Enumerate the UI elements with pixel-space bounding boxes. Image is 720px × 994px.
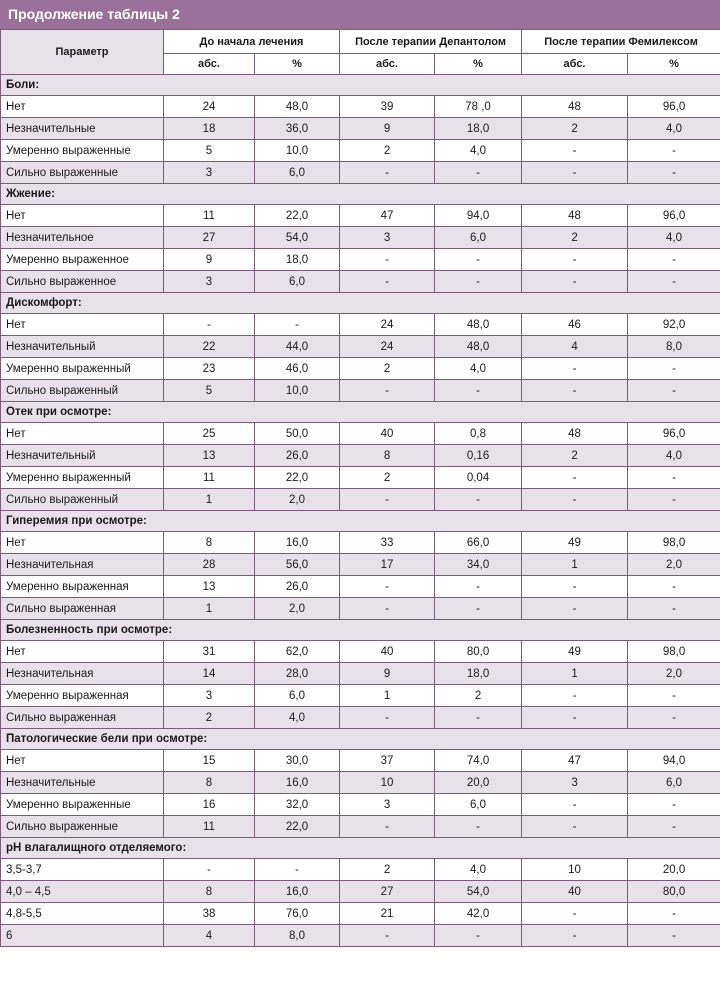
femilex-pct-cell: 2,0	[628, 554, 720, 576]
femilex-pct-cell: -	[628, 249, 720, 271]
femilex-pct-cell: -	[628, 925, 720, 947]
depantol-pct-cell: 6,0	[435, 794, 522, 816]
param-cell: Незначительные	[1, 772, 164, 794]
before-abs-cell: 16	[164, 794, 255, 816]
param-cell: Нет	[1, 641, 164, 663]
table-row	[1, 336, 720, 358]
table-row	[1, 663, 720, 685]
depantol-abs-cell: 2	[340, 467, 435, 489]
femilex-pct-cell: 98,0	[628, 641, 720, 663]
femilex-pct-cell: 98,0	[628, 532, 720, 554]
femilex-pct-cell: -	[628, 271, 720, 293]
table-row	[1, 140, 720, 162]
before-pct-cell: 6,0	[255, 685, 340, 707]
param-cell: Умеренно выраженные	[1, 140, 164, 162]
before-pct-cell: 18,0	[255, 249, 340, 271]
depantol-abs-cell: 3	[340, 227, 435, 249]
section-row	[1, 838, 720, 859]
depantol-abs-cell: 2	[340, 859, 435, 881]
table-row	[1, 685, 720, 707]
femilex-abs-cell: 48	[522, 96, 628, 118]
depantol-pct-cell: 48,0	[435, 314, 522, 336]
abs-header: абс.	[164, 54, 255, 75]
before-pct-cell: 10,0	[255, 380, 340, 402]
before-abs-cell: 3	[164, 162, 255, 184]
depantol-abs-cell: 21	[340, 903, 435, 925]
depantol-pct-cell: 42,0	[435, 903, 522, 925]
section-title: Отек при осмотре:	[1, 402, 720, 423]
femilex-pct-cell: 92,0	[628, 314, 720, 336]
before-abs-cell: 13	[164, 445, 255, 467]
depantol-abs-cell: 27	[340, 881, 435, 903]
table-row	[1, 554, 720, 576]
femilex-pct-cell: 4,0	[628, 227, 720, 249]
femilex-pct-cell: 80,0	[628, 881, 720, 903]
femilex-pct-cell: -	[628, 794, 720, 816]
table-caption: Продолжение таблицы 2	[0, 0, 720, 29]
table-row	[1, 598, 720, 620]
param-cell: Незначительный	[1, 336, 164, 358]
femilex-pct-cell: -	[628, 903, 720, 925]
femilex-abs-cell: -	[522, 925, 628, 947]
femilex-abs-cell: 2	[522, 227, 628, 249]
femilex-pct-cell: -	[628, 140, 720, 162]
before-abs-cell: 11	[164, 467, 255, 489]
femilex-abs-cell: 49	[522, 532, 628, 554]
before-pct-cell: 22,0	[255, 467, 340, 489]
table-row	[1, 772, 720, 794]
param-cell: Нет	[1, 532, 164, 554]
before-pct-cell: -	[255, 314, 340, 336]
depantol-pct-cell: 0,16	[435, 445, 522, 467]
femilex-abs-cell: -	[522, 707, 628, 729]
before-abs-cell: 2	[164, 707, 255, 729]
depantol-pct-cell: 78 ,0	[435, 96, 522, 118]
depantol-pct-cell: 0,8	[435, 423, 522, 445]
section-title: Жжение:	[1, 184, 720, 205]
table-row	[1, 271, 720, 293]
abs-header: абс.	[522, 54, 628, 75]
before-abs-cell: -	[164, 314, 255, 336]
depantol-pct-cell: -	[435, 598, 522, 620]
param-cell: Сильно выраженный	[1, 380, 164, 402]
before-abs-cell: 14	[164, 663, 255, 685]
depantol-pct-cell: 94,0	[435, 205, 522, 227]
before-pct-cell: 6,0	[255, 162, 340, 184]
depantol-abs-cell: 8	[340, 445, 435, 467]
section-row	[1, 620, 720, 641]
depantol-abs-cell: -	[340, 816, 435, 838]
before-abs-cell: 5	[164, 380, 255, 402]
table-row	[1, 314, 720, 336]
femilex-pct-cell: -	[628, 576, 720, 598]
depantol-pct-cell: 48,0	[435, 336, 522, 358]
femilex-abs-cell: 48	[522, 423, 628, 445]
section-title: Болезненность при осмотре:	[1, 620, 720, 641]
table-row	[1, 249, 720, 271]
femilex-abs-cell: -	[522, 685, 628, 707]
femilex-abs-cell: 40	[522, 881, 628, 903]
femilex-pct-cell: -	[628, 489, 720, 511]
depantol-abs-cell: -	[340, 707, 435, 729]
before-abs-cell: 1	[164, 598, 255, 620]
section-row	[1, 511, 720, 532]
femilex-pct-cell: -	[628, 467, 720, 489]
before-abs-cell: 4	[164, 925, 255, 947]
depantol-abs-cell: 1	[340, 685, 435, 707]
before-abs-cell: 28	[164, 554, 255, 576]
param-cell: Умеренно выраженная	[1, 685, 164, 707]
depantol-abs-cell: 40	[340, 641, 435, 663]
before-abs-cell: 3	[164, 685, 255, 707]
param-cell: Сильно выраженные	[1, 162, 164, 184]
results-table	[0, 29, 720, 947]
param-cell: 4,8-5,5	[1, 903, 164, 925]
table-row	[1, 881, 720, 903]
param-cell: Умеренно выраженный	[1, 467, 164, 489]
femilex-pct-cell: 2,0	[628, 663, 720, 685]
depantol-pct-cell: -	[435, 380, 522, 402]
param-cell: Умеренно выраженная	[1, 576, 164, 598]
param-cell: Сильно выраженная	[1, 707, 164, 729]
param-cell: Сильно выраженные	[1, 816, 164, 838]
before-pct-cell: 48,0	[255, 96, 340, 118]
depantol-pct-cell: -	[435, 707, 522, 729]
table-row	[1, 816, 720, 838]
before-abs-cell: 8	[164, 881, 255, 903]
before-pct-cell: 6,0	[255, 271, 340, 293]
table-row	[1, 925, 720, 947]
before-pct-cell: 36,0	[255, 118, 340, 140]
depantol-abs-cell: 9	[340, 118, 435, 140]
depantol-abs-cell: 2	[340, 358, 435, 380]
section-title: рН влагалищного отделяемого:	[1, 838, 720, 859]
femilex-abs-cell: -	[522, 598, 628, 620]
param-cell: Незначительное	[1, 227, 164, 249]
before-abs-cell: 25	[164, 423, 255, 445]
depantol-abs-cell: -	[340, 925, 435, 947]
table-row	[1, 794, 720, 816]
abs-header: абс.	[340, 54, 435, 75]
femilex-pct-cell: -	[628, 358, 720, 380]
femilex-abs-cell: 3	[522, 772, 628, 794]
depantol-abs-cell: -	[340, 162, 435, 184]
param-cell: 6	[1, 925, 164, 947]
femilex-abs-cell: 47	[522, 750, 628, 772]
femilex-abs-cell: -	[522, 467, 628, 489]
femilex-pct-cell: 4,0	[628, 118, 720, 140]
table-row	[1, 707, 720, 729]
param-cell: Незначительная	[1, 554, 164, 576]
param-cell: Нет	[1, 96, 164, 118]
table-row	[1, 576, 720, 598]
table-row	[1, 423, 720, 445]
param-cell: Нет	[1, 314, 164, 336]
table-row	[1, 205, 720, 227]
femilex-abs-cell: -	[522, 489, 628, 511]
femilex-pct-cell: 96,0	[628, 205, 720, 227]
depantol-pct-cell: 6,0	[435, 227, 522, 249]
depantol-abs-cell: 33	[340, 532, 435, 554]
femilex-pct-cell: 96,0	[628, 96, 720, 118]
depantol-pct-cell: 4,0	[435, 859, 522, 881]
before-pct-cell: 76,0	[255, 903, 340, 925]
param-cell: Незначительная	[1, 663, 164, 685]
femilex-pct-cell: 96,0	[628, 423, 720, 445]
femilex-pct-cell: 20,0	[628, 859, 720, 881]
table-row	[1, 96, 720, 118]
depantol-pct-cell: 18,0	[435, 663, 522, 685]
before-pct-cell: 62,0	[255, 641, 340, 663]
femilex-abs-cell: 1	[522, 663, 628, 685]
depantol-pct-cell: -	[435, 925, 522, 947]
femilex-abs-cell: 2	[522, 118, 628, 140]
femilex-pct-cell: 4,0	[628, 445, 720, 467]
before-abs-cell: 23	[164, 358, 255, 380]
femilex-pct-cell: -	[628, 685, 720, 707]
depantol-pct-cell: -	[435, 249, 522, 271]
table-row	[1, 532, 720, 554]
femilex-abs-cell: -	[522, 140, 628, 162]
section-row	[1, 729, 720, 750]
femilex-abs-cell: -	[522, 380, 628, 402]
section-row	[1, 402, 720, 423]
before-abs-cell: 3	[164, 271, 255, 293]
depantol-pct-cell: 18,0	[435, 118, 522, 140]
depantol-pct-cell: 20,0	[435, 772, 522, 794]
depantol-abs-cell: 9	[340, 663, 435, 685]
before-abs-cell: 8	[164, 772, 255, 794]
depantol-pct-cell: -	[435, 271, 522, 293]
depantol-pct-cell: 4,0	[435, 140, 522, 162]
param-cell: Незначительный	[1, 445, 164, 467]
depantol-abs-cell: 40	[340, 423, 435, 445]
before-abs-cell: 22	[164, 336, 255, 358]
femilex-pct-cell: -	[628, 598, 720, 620]
depantol-abs-cell: -	[340, 489, 435, 511]
param-cell: 4,0 – 4,5	[1, 881, 164, 903]
depantol-pct-cell: 0,04	[435, 467, 522, 489]
table-row	[1, 489, 720, 511]
param-cell: 3,5-3,7	[1, 859, 164, 881]
section-title: Дискомфорт:	[1, 293, 720, 314]
femilex-abs-cell: 49	[522, 641, 628, 663]
section-title: Патологические бели при осмотре:	[1, 729, 720, 750]
pct-header: %	[435, 54, 522, 75]
depantol-abs-cell: -	[340, 380, 435, 402]
before-pct-cell: 22,0	[255, 816, 340, 838]
femilex-pct-cell: -	[628, 380, 720, 402]
depantol-pct-cell: 4,0	[435, 358, 522, 380]
before-pct-cell: 10,0	[255, 140, 340, 162]
depantol-abs-cell: 37	[340, 750, 435, 772]
param-header: Параметр	[1, 30, 164, 75]
table-row	[1, 380, 720, 402]
depantol-abs-cell: 24	[340, 336, 435, 358]
depantol-abs-cell: -	[340, 271, 435, 293]
femilex-pct-cell: 8,0	[628, 336, 720, 358]
before-pct-cell: 56,0	[255, 554, 340, 576]
femilex-pct-cell: -	[628, 707, 720, 729]
depantol-abs-cell: 24	[340, 314, 435, 336]
depantol-abs-cell: 47	[340, 205, 435, 227]
param-cell: Сильно выраженная	[1, 598, 164, 620]
before-pct-cell: 22,0	[255, 205, 340, 227]
depantol-pct-cell: 2	[435, 685, 522, 707]
femilex-pct-cell: -	[628, 816, 720, 838]
param-cell: Нет	[1, 205, 164, 227]
table-row	[1, 445, 720, 467]
femilex-abs-cell: -	[522, 816, 628, 838]
depantol-abs-cell: -	[340, 576, 435, 598]
depantol-pct-cell: -	[435, 576, 522, 598]
before-pct-cell: 30,0	[255, 750, 340, 772]
depantol-pct-cell: 54,0	[435, 881, 522, 903]
section-row	[1, 184, 720, 205]
femilex-abs-cell: -	[522, 162, 628, 184]
table-row	[1, 903, 720, 925]
depantol-abs-cell: 10	[340, 772, 435, 794]
table-row	[1, 641, 720, 663]
femilex-abs-cell: 4	[522, 336, 628, 358]
before-abs-cell: 11	[164, 816, 255, 838]
femilex-abs-cell: 10	[522, 859, 628, 881]
femilex-abs-cell: 1	[522, 554, 628, 576]
depantol-abs-cell: 17	[340, 554, 435, 576]
depantol-abs-cell: 39	[340, 96, 435, 118]
femilex-abs-cell: -	[522, 903, 628, 925]
depantol-abs-cell: 3	[340, 794, 435, 816]
before-pct-cell: 16,0	[255, 772, 340, 794]
femilex-abs-cell: -	[522, 576, 628, 598]
before-pct-cell: 54,0	[255, 227, 340, 249]
before-pct-cell: 16,0	[255, 532, 340, 554]
before-abs-cell: -	[164, 859, 255, 881]
section-row	[1, 75, 720, 96]
table-row	[1, 750, 720, 772]
section-title: Боли:	[1, 75, 720, 96]
before-abs-cell: 27	[164, 227, 255, 249]
section-title: Гиперемия при осмотре:	[1, 511, 720, 532]
table-row	[1, 118, 720, 140]
group-header-femilex: После терапии Фемилексом	[522, 30, 720, 54]
table-row	[1, 162, 720, 184]
before-pct-cell: 2,0	[255, 489, 340, 511]
param-cell: Незначительные	[1, 118, 164, 140]
before-pct-cell: 28,0	[255, 663, 340, 685]
before-abs-cell: 5	[164, 140, 255, 162]
femilex-abs-cell: -	[522, 271, 628, 293]
femilex-abs-cell: -	[522, 794, 628, 816]
before-abs-cell: 15	[164, 750, 255, 772]
depantol-pct-cell: 34,0	[435, 554, 522, 576]
before-abs-cell: 11	[164, 205, 255, 227]
femilex-abs-cell: 2	[522, 445, 628, 467]
section-row	[1, 293, 720, 314]
before-abs-cell: 38	[164, 903, 255, 925]
depantol-abs-cell: -	[340, 598, 435, 620]
param-cell: Умеренно выраженный	[1, 358, 164, 380]
depantol-pct-cell: 66,0	[435, 532, 522, 554]
femilex-abs-cell: -	[522, 249, 628, 271]
depantol-pct-cell: -	[435, 489, 522, 511]
before-abs-cell: 18	[164, 118, 255, 140]
before-abs-cell: 8	[164, 532, 255, 554]
before-pct-cell: 8,0	[255, 925, 340, 947]
before-abs-cell: 24	[164, 96, 255, 118]
femilex-abs-cell: 46	[522, 314, 628, 336]
before-pct-cell: 16,0	[255, 881, 340, 903]
pct-header: %	[628, 54, 720, 75]
femilex-abs-cell: -	[522, 358, 628, 380]
before-pct-cell: 4,0	[255, 707, 340, 729]
before-pct-cell: 46,0	[255, 358, 340, 380]
depantol-pct-cell: -	[435, 816, 522, 838]
param-cell: Нет	[1, 423, 164, 445]
before-pct-cell: 26,0	[255, 445, 340, 467]
group-header-depantol: После терапии Депантолом	[340, 30, 522, 54]
param-cell: Умеренно выраженные	[1, 794, 164, 816]
param-cell: Умеренно выраженное	[1, 249, 164, 271]
before-pct-cell: 2,0	[255, 598, 340, 620]
table-row	[1, 859, 720, 881]
femilex-abs-cell: 48	[522, 205, 628, 227]
pct-header: %	[255, 54, 340, 75]
param-cell: Нет	[1, 750, 164, 772]
table-row	[1, 227, 720, 249]
before-abs-cell: 13	[164, 576, 255, 598]
depantol-pct-cell: 74,0	[435, 750, 522, 772]
group-header-before: До начала лечения	[164, 30, 340, 54]
before-pct-cell: 32,0	[255, 794, 340, 816]
param-cell: Сильно выраженный	[1, 489, 164, 511]
femilex-pct-cell: 94,0	[628, 750, 720, 772]
before-abs-cell: 31	[164, 641, 255, 663]
before-pct-cell: 50,0	[255, 423, 340, 445]
femilex-pct-cell: -	[628, 162, 720, 184]
before-abs-cell: 9	[164, 249, 255, 271]
before-abs-cell: 1	[164, 489, 255, 511]
table-row	[1, 358, 720, 380]
depantol-pct-cell: -	[435, 162, 522, 184]
param-cell: Сильно выраженное	[1, 271, 164, 293]
before-pct-cell: 44,0	[255, 336, 340, 358]
depantol-abs-cell: -	[340, 249, 435, 271]
before-pct-cell: 26,0	[255, 576, 340, 598]
femilex-pct-cell: 6,0	[628, 772, 720, 794]
depantol-pct-cell: 80,0	[435, 641, 522, 663]
before-pct-cell: -	[255, 859, 340, 881]
table-row	[1, 467, 720, 489]
depantol-abs-cell: 2	[340, 140, 435, 162]
